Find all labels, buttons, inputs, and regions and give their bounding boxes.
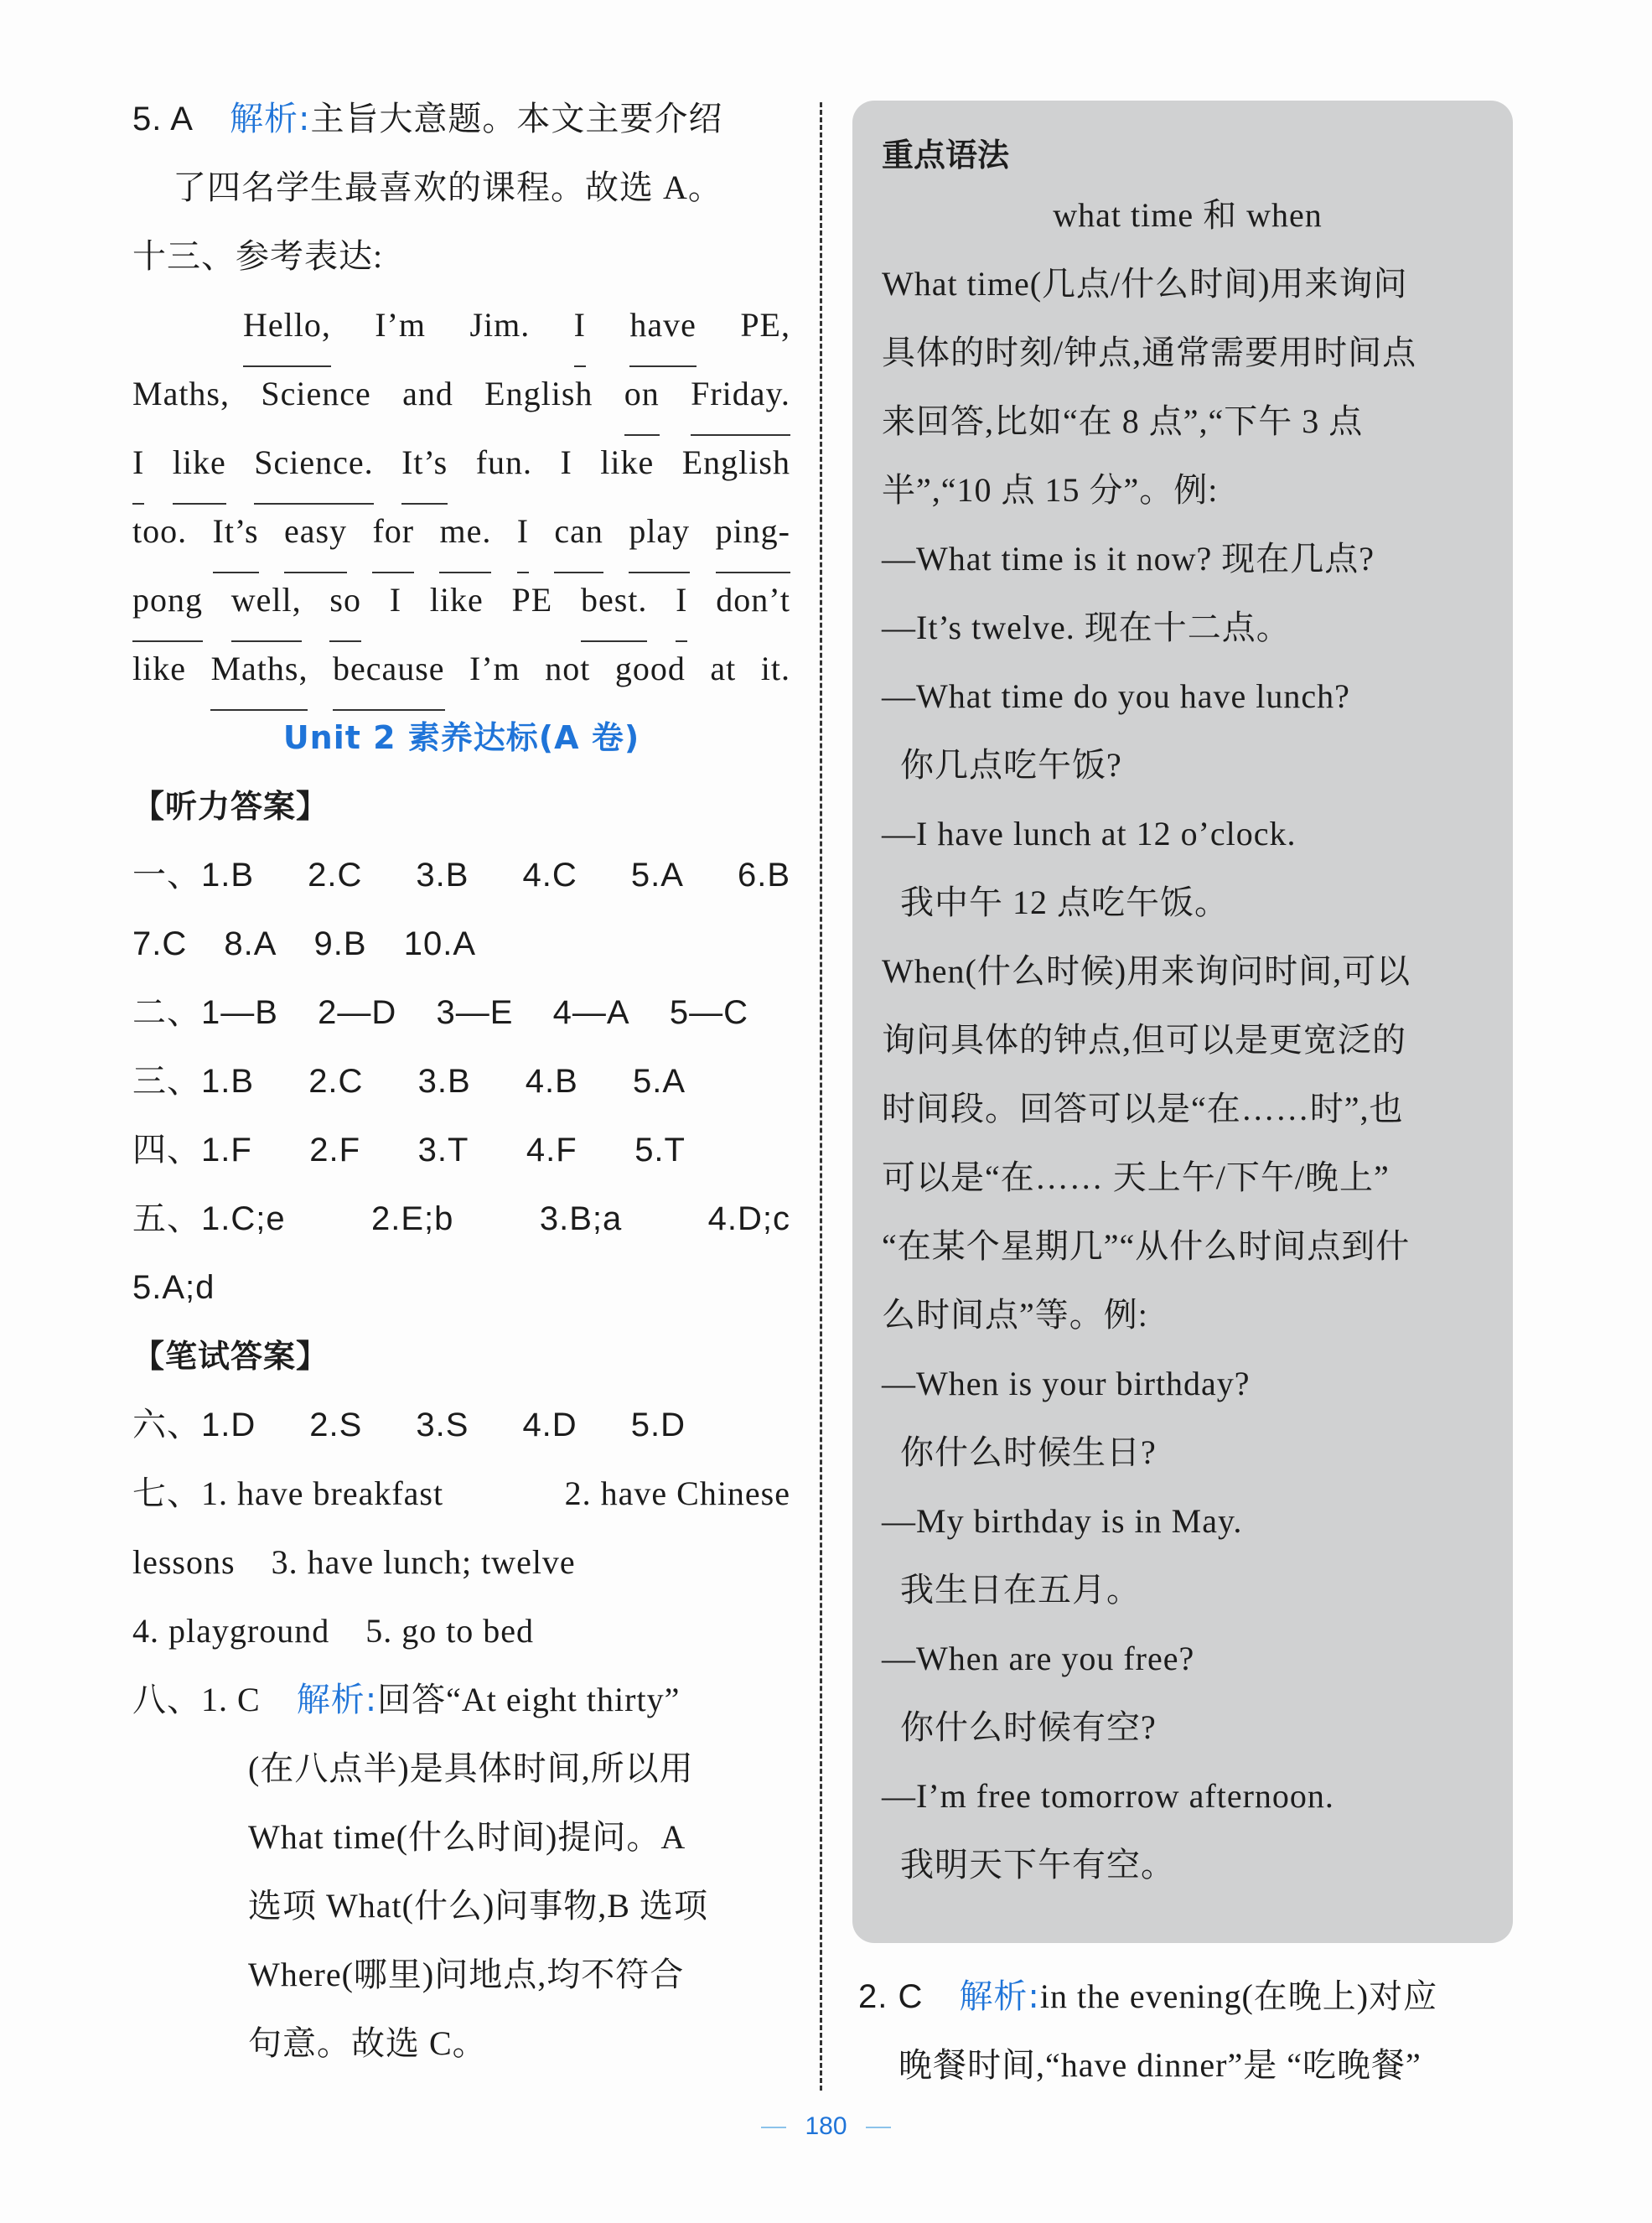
section-prefix: 一、 [132,857,201,894]
listening-heading: 【听力答案】 [132,788,329,825]
essay-word: good [614,650,686,687]
section-prefix: 三、 [132,1063,201,1100]
answer-item: 2.E;b [371,1200,454,1237]
essay-word: I’m [469,650,520,687]
essay-word: it. [760,650,790,687]
grammar-line: 询问具体的钟点,但可以是更宽泛的 [882,1021,1406,1059]
grammar-example: —What time do you have lunch? [882,677,1350,715]
answer-item: 2.C [308,857,363,894]
essay-word: It’s [401,436,448,505]
essay-word: too. [132,512,188,550]
essay-word: Jim. [469,306,531,344]
answer-item: 3.B [417,1063,471,1100]
essay-line [132,505,790,573]
column-divider [820,102,822,2091]
answer-item: 5.A [632,1063,686,1100]
essay-word: me. [439,505,491,573]
grammar-example: —I’m free tomorrow afternoon. [882,1777,1334,1815]
left-column [132,92,790,2086]
page-number [0,2112,1652,2141]
listening-row-6 [132,1192,790,1261]
analysis-text-cont: 选项 What(什么)问事物,B 选项 [248,1887,708,1925]
grammar-example-translation: 你什么时候有空? [882,1708,1157,1746]
answer-item: 3.B;a [539,1200,623,1237]
analysis-text-cont: 晚餐时间,“have dinner”是 “吃晚餐” [899,2046,1422,2084]
written-row-7c [132,1604,790,1673]
grammar-example-translation: 你几点吃午饭? [882,746,1122,784]
grammar-box-content [882,122,1494,1907]
essay-line [132,573,790,642]
grammar-line: 半”,“10 点 15 分”。例: [882,471,1219,509]
essay-word: PE, [740,306,790,344]
answer-item: 3.T [417,1132,469,1168]
essay-word: like [132,650,186,687]
page-number-text: 180 [805,2112,847,2140]
essay-word: because [333,642,445,711]
answer-item: 4.B [525,1063,578,1100]
essay-word: on [624,367,660,436]
analysis-text: 回答“At eight thirty” [377,1681,681,1718]
grammar-example: —I have lunch at 12 o’clock. [882,815,1297,852]
analysis-label: 解析 [296,1681,365,1719]
grammar-example: —When is your birthday? [882,1365,1251,1402]
grammar-line: 可以是“在…… 天上午/下午/晚上” [882,1158,1390,1196]
answer-number: 八、1. C [132,1681,261,1718]
essay-word: for [372,505,414,573]
answer-item: 5—C [669,994,748,1031]
grammar-heading: 重点语法 [882,137,1010,174]
essay-word: best. [581,573,647,642]
grammar-example: —My birthday is in May. [882,1502,1243,1540]
answer-item: 1.B [201,857,255,894]
answer-item: 6.B [737,857,790,894]
grammar-example: —What time is it now? 现在几点? [882,540,1375,578]
essay-word: so [329,573,361,642]
essay-word: well, [231,573,302,642]
essay-word: and [402,375,453,412]
answer-8-2 [858,1970,1520,2107]
answer-item: 1.D [201,1407,256,1443]
answer-item: 4—A [552,994,630,1031]
essay-line [132,367,790,436]
answer-item: 1—B [201,994,278,1031]
answer-number: 5. A [132,101,194,137]
essay-word: It’s [213,505,259,573]
answer-item: 2.C [308,1063,364,1100]
listening-row-4 [132,1054,686,1123]
grammar-line: When(什么时候)用来询问时间,可以 [882,952,1411,990]
written-row-7a [132,1467,790,1536]
listening-row-1 [132,848,790,917]
essay-word: ping- [716,505,790,573]
grammar-subtitle: what time 和 when [1053,196,1323,234]
answer-8-1 [132,1673,790,1742]
section-13-heading: 十三、参考表达: [132,237,384,275]
grammar-example-translation: 我中午 12 点吃午饭。 [882,884,1229,921]
listening-row-3 [132,986,748,1054]
answer-item: 3. have lunch; twelve [271,1543,576,1581]
answer-item: 3.B [416,857,469,894]
section-prefix: 四、 [132,1132,201,1168]
answer-8-2-line1 [858,1970,1520,2039]
grammar-line: 来回答,比如“在 8 点”,“下午 3 点 [882,402,1364,440]
written-row-7b [132,1536,790,1604]
analysis-colon: : [1028,1977,1040,2016]
answer-item: 1.C;e [201,1200,286,1237]
answer-item: 9.B [313,925,367,962]
grammar-example: —When are you free? [882,1640,1195,1677]
analysis-label: 解析 [229,100,298,138]
answer-item: 4.F [526,1132,577,1168]
analysis-colon: : [298,100,311,138]
essay-word: like [173,436,226,505]
answer-item: 5.T [634,1132,686,1168]
essay-word: Science. [254,436,373,505]
listening-row-5 [132,1123,686,1192]
essay-word: I’m [375,306,427,344]
answer-item: 1.B [201,1063,255,1100]
answer-item: 4.D;c [707,1200,790,1237]
analysis-text-cont: Where(哪里)问地点,均不符合 [248,1956,685,1993]
essay-word: Friday. [691,367,790,436]
essay-word: at [710,650,737,687]
grammar-example: —It’s twelve. 现在十二点。 [882,609,1291,646]
essay-word: don’t [716,581,790,619]
essay-word: I [517,505,529,573]
answer-item: 1.F [201,1132,252,1168]
grammar-example-translation: 我明天下午有空。 [882,1846,1175,1884]
essay-word: English [484,375,593,412]
answer-item: 2. have Chinese [564,1474,790,1512]
answer-item: 2.S [309,1407,363,1443]
answer-item: 3—E [436,994,514,1031]
answer-item: 5.A;d [132,1269,215,1306]
essay-word: like [600,443,655,481]
grammar-example-translation: 我生日在五月。 [882,1571,1141,1609]
answer-item: 10.A [403,925,477,962]
grammar-line: 具体的时刻/钟点,通常需要用时间点 [882,334,1417,371]
essay-word: Maths, [132,375,230,412]
answer-item: 5.D [630,1407,686,1443]
essay-word: English [681,443,790,481]
answer-item: 4.D [522,1407,577,1443]
answer-item: 7.C [132,925,188,962]
analysis-colon: : [365,1681,378,1719]
analysis-text-cont: What time(什么时间)提问。A [248,1818,686,1856]
answer-item: 4.C [522,857,577,894]
page-dash-left [761,2127,786,2128]
answer-number: 2. C [858,1978,924,2015]
section-prefix: 五、 [132,1200,201,1237]
essay-word: I [574,298,586,367]
analysis-text-cont: 了四名学生最喜欢的课程。故选 A。 [173,168,722,206]
essay [132,298,790,711]
essay-word: fun. [475,443,533,481]
essay-word: easy [284,505,347,573]
essay-word: not [545,650,591,687]
grammar-line: 时间段。回答可以是“在……时”,也 [882,1090,1404,1127]
answer-13-5 [132,92,790,161]
essay-line [132,642,790,711]
essay-word: pong [132,573,203,642]
grammar-line: “在某个星期几”“从什么时间点到什 [882,1227,1411,1265]
analysis-text: in the evening(在晚上)对应 [1039,1977,1438,2015]
answer-item: 4. playground [132,1612,330,1650]
grammar-example-translation: 你什么时候生日? [882,1433,1157,1471]
answer-item: 5.A [630,857,684,894]
answer-item: 5. go to bed [365,1612,535,1650]
essay-word: play [629,505,690,573]
answer-item: 七、1. have breakfast [132,1474,444,1512]
essay-word: can [554,505,603,573]
answer-item: 8.A [224,925,277,962]
analysis-text-cont: 句意。故选 C。 [248,2024,487,2062]
essay-line [132,436,790,505]
answer-item: 2.F [309,1132,361,1168]
essay-word: PE [511,581,553,619]
answer-item: 3.S [416,1407,469,1443]
essay-word: Maths, [210,642,308,711]
unit-title: Unit 2 素养达标(A 卷) [282,719,640,756]
essay-word: have [629,298,697,367]
section-prefix: 六、 [132,1407,201,1443]
essay-word: Science [261,375,371,412]
listening-row-7 [132,1261,790,1329]
grammar-line: 么时间点”等。例: [882,1296,1148,1334]
essay-word: I [389,581,402,619]
analysis-text-cont: (在八点半)是具体时间,所以用 [248,1749,694,1787]
written-row-6 [132,1398,686,1467]
page-dash-right [866,2127,891,2128]
analysis-text: 主旨大意题。本文主要介绍 [310,100,723,137]
written-heading: 【笔试答案】 [132,1338,329,1375]
answer-item: 2—D [318,994,397,1031]
section-prefix: 二、 [132,994,201,1031]
answer-item: lessons [132,1543,236,1581]
essay-word: Hello, [243,298,331,367]
listening-row-2 [132,917,790,986]
analysis-label: 解析 [959,1977,1028,2016]
essay-word: I [676,573,687,642]
grammar-line: What time(几点/什么时间)用来询问 [882,265,1408,303]
essay-word: I [560,443,572,481]
essay-word: like [429,581,484,619]
essay-line [132,298,790,367]
essay-word: I [132,436,144,505]
